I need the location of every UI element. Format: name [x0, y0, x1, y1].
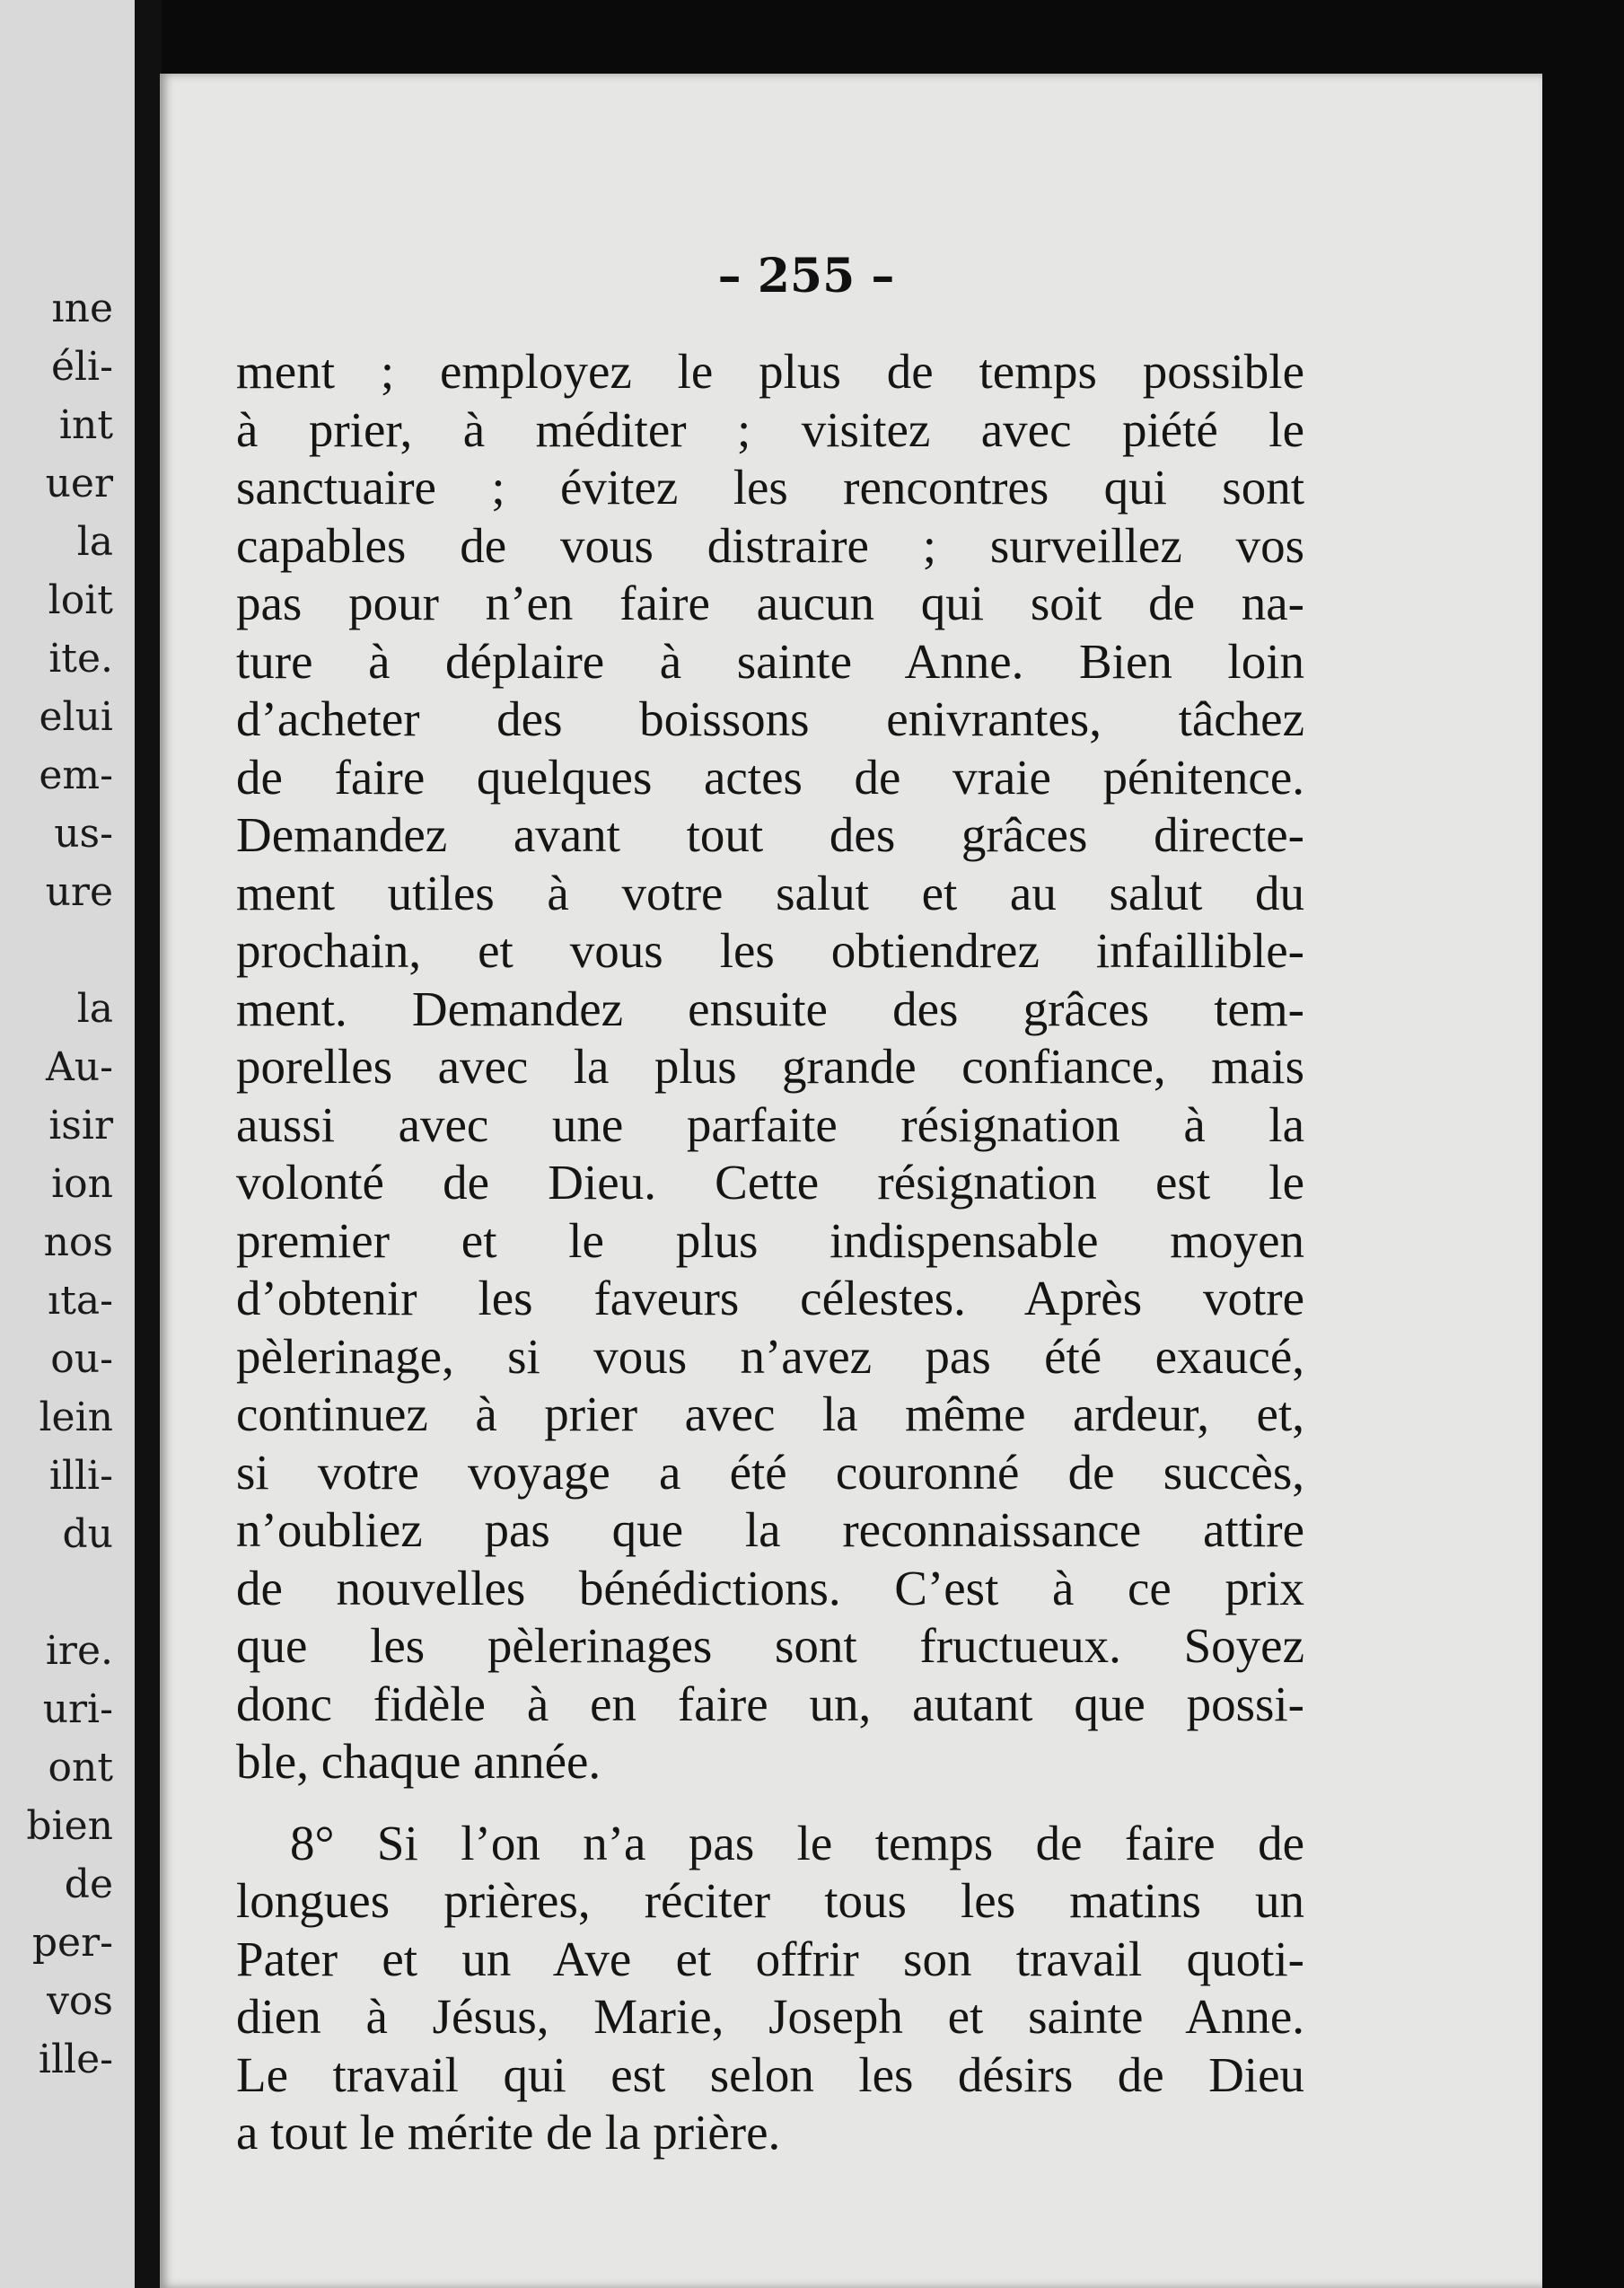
text-line: à prier, à méditer ; visitez avec piété le [236, 401, 1304, 457]
prev-page-line: uer [45, 461, 113, 506]
scan-right-edge [1542, 0, 1624, 2288]
prev-page-line: la [76, 519, 113, 565]
prev-page-line: de [64, 1861, 113, 1907]
scan-top-edge [135, 0, 1624, 74]
text-line: 8° Si l’on n’a pas le temps de faire de [290, 1815, 1304, 1870]
prev-page-line: ure [45, 869, 113, 915]
text-line: capables de vous distraire ; surveillez vos [236, 517, 1304, 573]
prev-page-line: ite. [48, 636, 113, 682]
paragraph [236, 343, 1304, 1791]
paragraph-gap [236, 1791, 1304, 1815]
previous-page-fragment [0, 0, 135, 2288]
prev-page-line: nos [43, 1219, 113, 1265]
prev-page-line: em- [39, 752, 113, 798]
text-line: volonté de Dieu. Cette résignation est le [236, 1155, 1304, 1210]
prev-page-line: ire. [45, 1628, 113, 1674]
text-line: sanctuaire ; évitez les rencontres qui sont [236, 460, 1304, 515]
book-page [160, 74, 1542, 2288]
book-gutter [135, 0, 162, 2288]
prev-page-line: ion [51, 1161, 113, 1207]
prev-page-line: elui [39, 694, 113, 740]
prev-page-line: ont [48, 1745, 113, 1791]
page-body-text [236, 343, 1304, 2162]
prev-page-line: isir [48, 1103, 113, 1148]
text-line: Demandez avant tout des grâces directe- [236, 807, 1304, 862]
text-line: porelles avec la plus grande confiance, mais [236, 1039, 1304, 1094]
text-line: de faire quelques actes de vraie pénitence. [236, 749, 1304, 805]
text-line: d’obtenir les faveurs célestes. Après votre [236, 1271, 1304, 1325]
text-line: dien à Jésus, Marie, Joseph et sainte Anne. [236, 1989, 1304, 2044]
prev-page-line: ıta- [48, 1278, 113, 1324]
text-line: donc fidèle à en faire un, autant que possi- [236, 1676, 1304, 1731]
text-line: aussi avec une parfaite résignation à la [236, 1096, 1304, 1152]
text-line: que les pèlerinages sont fructueux. Soyez [236, 1618, 1304, 1673]
prev-page-line: ou- [50, 1336, 113, 1382]
prev-page-line: illi- [48, 1453, 113, 1499]
text-line: de nouvelles bénédictions. C’est à ce prix [236, 1560, 1304, 1615]
text-line: prochain, et vous les obtiendrez infaillible- [236, 923, 1304, 978]
text-line: ment utiles à votre salut et au salut du [236, 865, 1304, 920]
text-line: Pater et un Ave et offrir son travail quoti- [236, 1931, 1304, 1986]
prev-page-line: ıne [51, 286, 113, 331]
text-line: Le travail qui est selon les désirs de Dieu [236, 2046, 1304, 2102]
paragraph [236, 1815, 1304, 2162]
text-line: longues prières, réciter tous les matins un [236, 1873, 1304, 1928]
prev-page-line: du [62, 1511, 113, 1557]
text-line: premier et le plus indispensable moyen [236, 1212, 1304, 1268]
prev-page-line: loit [48, 577, 113, 623]
text-line: pèlerinage, si vous n’avez pas été exaucé, [236, 1328, 1304, 1384]
prev-page-line: int [58, 402, 113, 448]
text-line: si votre voyage a été couronné de succès, [236, 1444, 1304, 1500]
prev-page-line: us- [54, 811, 113, 857]
prev-page-line: éli- [50, 344, 113, 390]
text-line: ture à déplaire à sainte Anne. Bien loin [236, 633, 1304, 689]
text-line: ble, chaque année. [236, 1734, 601, 1789]
prev-page-line: Au- [46, 1044, 113, 1090]
prev-page-line: ille- [38, 2037, 113, 2082]
prev-page-line: vos [47, 1978, 113, 2024]
page-number: – 255 – [717, 249, 895, 304]
prev-page-line: per- [31, 1920, 113, 1966]
text-line: ment ; employez le plus de temps possible [236, 344, 1304, 399]
text-line: n’oubliez pas que la reconnaissance attire [236, 1502, 1304, 1557]
text-line: ment. Demandez ensuite des grâces tem- [236, 981, 1304, 1036]
prev-page-line: bien [26, 1803, 113, 1849]
text-line: continuez à prier avec la même ardeur, et, [236, 1386, 1304, 1441]
prev-page-line: la [76, 986, 113, 1032]
text-line: pas pour n’en faire aucun qui soit de na- [236, 576, 1304, 630]
text-line: a tout le mérite de la prière. [236, 2105, 781, 2160]
text-line: d’acheter des boissons enivrantes, tâchez [236, 691, 1304, 746]
prev-page-line: lein [39, 1395, 113, 1440]
prev-page-line: uri- [42, 1686, 113, 1732]
